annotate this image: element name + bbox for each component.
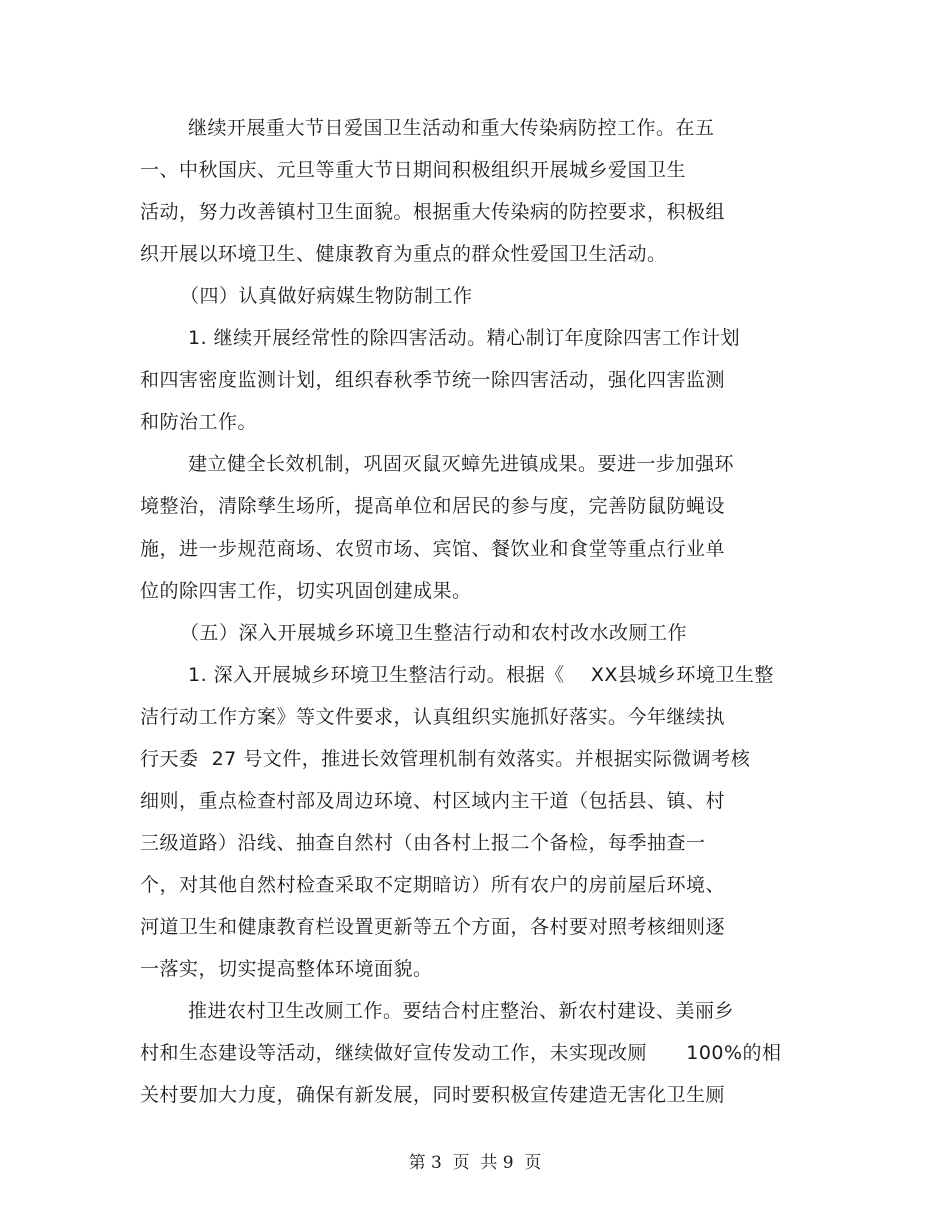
text-line: 和防治工作。 [140, 411, 258, 433]
text-line: 位的除四害工作，切实巩固创建成果。 [140, 580, 472, 602]
text-line: 一落实，切实提高整体环境面貌。 [140, 958, 433, 980]
text-line: 个，对其他自然村检查采取不定期暗访）所有农户的房前屋后环境、 [140, 874, 726, 896]
text-line: 织开展以环境卫生、健康教育为重点的群众性爱国卫生活动。 [140, 243, 667, 265]
text-line: 和四害密度监测计划，组织春秋季节统一除四害活动，强化四害监测 [140, 369, 726, 391]
section-heading: （五）深入开展城乡环境卫生整洁行动和农村改水改厕工作 [180, 622, 688, 644]
text-line: 关村要加大力度，确保有新发展，同时要积极宣传建造无害化卫生厕 [140, 1084, 726, 1106]
text-line: 1. 深入开展城乡环境卫生整洁行动。根据《 XX县城乡环境卫生整 [188, 664, 774, 686]
section-heading: （四）认真做好病媒生物防制工作 [180, 285, 473, 307]
text-line: 洁行动工作方案》等文件要求，认真组织实施抓好落实。今年继续执 [140, 706, 726, 728]
text-line: 河道卫生和健康教育栏设置更新等五个方面，各村要对照考核细则逐 [140, 916, 726, 938]
text-line: 建立健全长效机制，巩固灭鼠灭蟑先进镇成果。要进一步加强环 [188, 453, 735, 475]
text-line: 施，进一步规范商场、农贸市场、宾馆、餐饮业和食堂等重点行业单 [140, 538, 726, 560]
text-line: 境整治，清除孳生场所，提高单位和居民的参与度，完善防鼠防蝇设 [140, 495, 726, 517]
text-line: 行天委 27 号文件，推进长效管理机制有效落实。并根据实际微调考核 [140, 748, 751, 770]
page-number-footer: 第 3 页 共 9 页 [408, 1153, 542, 1173]
text-line: 三级道路）沿线、抽查自然村（由各村上报二个备检，每季抽查一 [140, 832, 706, 854]
text-line: 1. 继续开展经常性的除四害活动。精心制订年度除四害工作计划 [188, 327, 741, 349]
text-line: 细则，重点检查村部及周边环境、村区域内主干道（包括县、镇、村 [140, 790, 726, 812]
text-line: 村和生态建设等活动，继续做好宣传发动工作，未实现改厕 100%的相 [140, 1042, 782, 1064]
text-line: 继续开展重大节日爱国卫生活动和重大传染病防控工作。在五 [188, 117, 715, 139]
text-line: 推进农村卫生改厕工作。要结合村庄整治、新农村建设、美丽乡 [188, 1000, 735, 1022]
text-line: 活动，努力改善镇村卫生面貌。根据重大传染病的防控要求，积极组 [140, 201, 726, 223]
text-line: 一、中秋国庆、元旦等重大节日期间积极组织开展城乡爱国卫生 [140, 159, 687, 181]
